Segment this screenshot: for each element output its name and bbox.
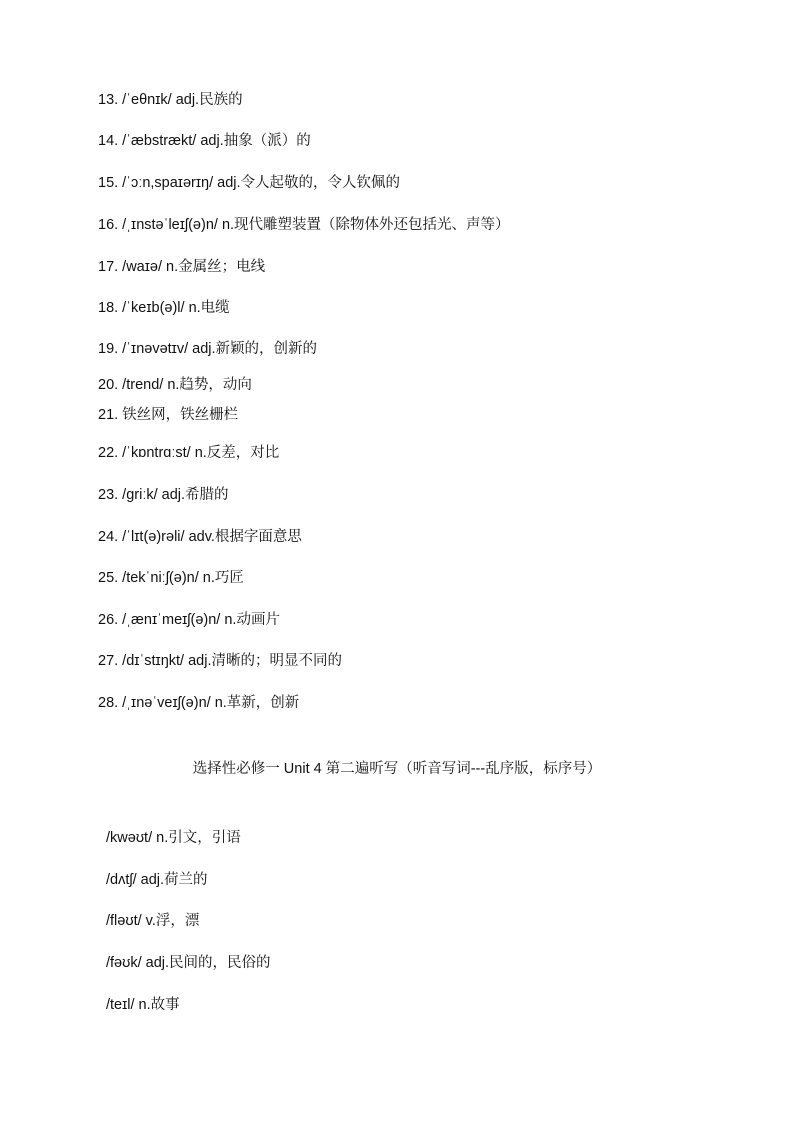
vocab-item-26: 26. /ˌænɪˈmeɪʃ(ə)n/ n.动画片 — [98, 612, 280, 628]
vocab-entry: /dʌtʃ/ adj.荷兰的 — [106, 872, 208, 888]
vocab-item-18: 18. /ˈkeɪb(ə)l/ n.电缆 — [98, 300, 230, 316]
vocab-item-22: 22. /ˈkɒntrɑːst/ n.反差，对比 — [98, 445, 280, 461]
vocab-item-14: 14. /ˈæbstrækt/ adj.抽象（派）的 — [98, 133, 311, 149]
vocab-item-19: 19. /ˈɪnəvətɪv/ adj.新颖的，创新的 — [98, 341, 318, 357]
vocab-item-24: 24. /ˈlɪt(ə)rəli/ adv.根据字面意思 — [98, 529, 302, 545]
vocab-entry: /teɪl/ n.故事 — [106, 997, 180, 1013]
vocab-item-17: 17. /waɪə/ n.金属丝；电线 — [98, 259, 266, 275]
section-title: 选择性必修一 Unit 4 第二遍听写（听音写词---乱序版，标序号） — [192, 761, 602, 777]
vocab-entry: /kwəʊt/ n.引文，引语 — [106, 830, 241, 846]
vocab-item-27: 27. /dɪˈstɪŋkt/ adj.清晰的；明显不同的 — [98, 653, 342, 669]
vocab-item-25: 25. /tekˈniːʃ(ə)n/ n.巧匠 — [98, 570, 244, 586]
vocab-entry: /fləʊt/ v.浮，漂 — [106, 913, 200, 929]
vocab-item-21: 21. 铁丝网，铁丝栅栏 — [98, 407, 239, 423]
vocab-item-20: 20. /trend/ n.趋势，动向 — [98, 377, 252, 393]
vocab-item-16: 16. /ˌɪnstəˈleɪʃ(ə)n/ n.现代雕塑装置（除物体外还包括光、声等） — [98, 217, 510, 233]
vocab-item-15: 15. /ˈɔːn,spaɪərɪŋ/ adj.令人起敬的，令人钦佩的 — [98, 175, 401, 191]
vocab-item-23: 23. /ɡriːk/ adj.希腊的 — [98, 487, 229, 503]
vocab-item-28: 28. /ˌɪnəˈveɪʃ(ə)n/ n.革新，创新 — [98, 695, 300, 711]
vocab-item-13: 13. /ˈeθnɪk/ adj.民族的 — [98, 92, 243, 108]
vocab-entry: /fəʊk/ adj.民间的，民俗的 — [106, 955, 271, 971]
